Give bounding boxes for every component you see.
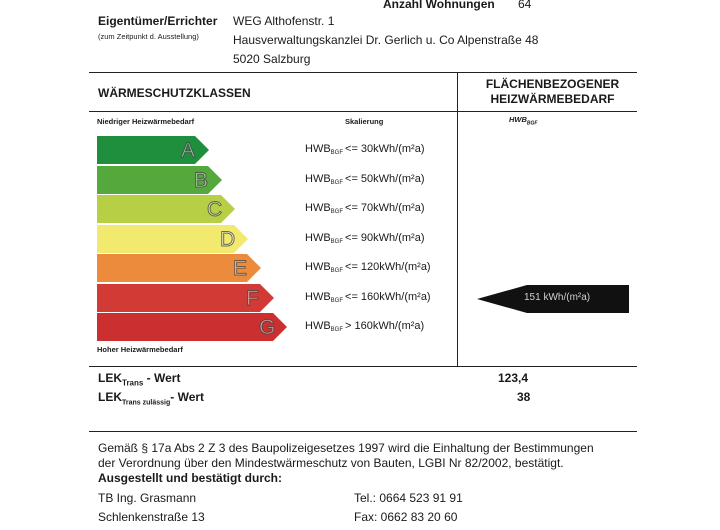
table-bottom-border — [89, 366, 637, 367]
result-value: 151 kWh/(m²a) — [524, 292, 591, 303]
issuer-company: TB Ing. Grasmann — [98, 491, 197, 505]
energy-class-f — [97, 284, 276, 312]
energy-class-letter: A — [181, 139, 196, 162]
low-demand-label: Niedriger Heizwärmebedarf — [97, 117, 195, 126]
issued-by-label: Ausgestellt und bestätigt durch: — [98, 471, 283, 485]
energy-class-letter: C — [207, 198, 223, 221]
energy-class-threshold: $HWB_{BGF} <= 70kWh/(m^2a)$ — [305, 202, 425, 215]
heat-class-title: WÄRMESCHUTZKLASSEN — [98, 86, 251, 100]
energy-class-threshold: $HWB_{BGF} <= 160kWh/(m^2a)$ — [305, 291, 431, 304]
heat-demand-title-1: FLÄCHENBEZOGENER — [485, 77, 620, 91]
energy-class-letter: E — [233, 257, 248, 280]
lek-trans-label: $LEK_{Trans}$ - Wert — [98, 371, 181, 388]
energy-class-letter: D — [220, 228, 236, 251]
lek-allowed-value: 38 — [517, 390, 531, 404]
owner-line-2: Hausverwaltungskanzlei Dr. Gerlich u. Co Alpenstraße 48 — [233, 33, 539, 47]
heat-demand-title-2: HEIZWÄRMEBEDARF — [490, 92, 615, 106]
hwb-column-label: $HWB_{BGF}$ — [509, 115, 538, 127]
issuer-phone: Tel.: 0664 523 91 91 — [354, 491, 463, 505]
energy-class-b — [97, 166, 224, 194]
energy-class-threshold: $HWB_{BGF} <= 30kWh/(m^2a)$ — [305, 143, 425, 156]
energy-class-g — [97, 313, 289, 341]
energy-class-d — [97, 225, 250, 253]
table-column-divider — [457, 72, 458, 366]
issuer-fax: Fax: 0662 83 20 60 — [354, 510, 458, 524]
legal-text-1: Gemäß § 17a Abs 2 Z 3 des Baupolizeigesetzes 1997 wird die Einhaltung der Bestimmungen — [98, 441, 594, 455]
owner-line-1: WEG Althofenstr. 1 — [233, 14, 335, 28]
owner-sublabel: (zum Zeitpunkt d. Ausstellung) — [98, 32, 199, 41]
owner-label: Eigentümer/Errichter — [98, 14, 218, 28]
energy-class-letter: F — [246, 287, 259, 310]
energy-class-c — [97, 195, 237, 223]
energy-class-a — [97, 136, 211, 164]
energy-class-threshold: $HWB_{BGF} > 160kWh/(m^2a)$ — [305, 320, 425, 333]
lek-trans-value: 123,4 — [498, 371, 529, 385]
high-demand-label: Hoher Heizwärmebedarf — [97, 345, 183, 354]
table-top-border — [89, 72, 637, 73]
energy-class-letter: B — [194, 169, 209, 192]
legal-text-2: der Verordnung über den Mindestwärmeschutz von Bauten, LGBI Nr 82/2002, bestätigt. — [98, 456, 564, 470]
table-header-border — [89, 111, 637, 112]
energy-class-threshold: $HWB_{BGF} <= 50kWh/(m^2a)$ — [305, 173, 425, 186]
energy-class-threshold: $HWB_{BGF} <= 120kWh/(m^2a)$ — [305, 261, 431, 274]
issuer-street: Schlenkenstraße 13 — [98, 510, 205, 524]
energy-class-e — [97, 254, 263, 282]
owner-line-3: 5020 Salzburg — [233, 52, 311, 66]
footer-divider — [89, 431, 637, 432]
apartment-count-value: 64 — [518, 0, 532, 11]
scale-label: Skalierung — [345, 117, 384, 126]
energy-class-threshold: $HWB_{BGF} <= 90kWh/(m^2a)$ — [305, 232, 425, 245]
apartment-count-label: Anzahl Wohnungen — [383, 0, 495, 11]
energy-class-letter: G — [259, 316, 276, 339]
lek-allowed-label: $LEK_{Trans zulässig}-$ Wert — [98, 390, 205, 407]
